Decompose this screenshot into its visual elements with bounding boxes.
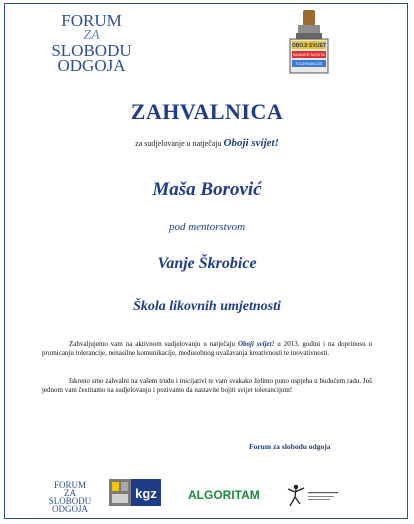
competition-name: Oboji svijet!: [223, 137, 279, 149]
sponsor-forum-line-4: ODGOJA: [52, 504, 88, 514]
body-paragraph-1: [42, 340, 372, 358]
certificate-subtitle: [0, 137, 414, 149]
logo-line-odgoja: ODGOJA: [57, 56, 126, 75]
logo-line-za: ZA: [83, 28, 100, 43]
p1-competition: Oboji svijet!: [237, 340, 275, 348]
subtitle-prefix: za sudjelovanje u natječaju: [135, 139, 222, 148]
sponsor-forum-logo: [44, 480, 96, 514]
forum-logo: [44, 11, 139, 75]
logo-line-forum: FORUM: [61, 11, 122, 30]
school-name: Škola likovnih umjetnosti: [133, 299, 281, 314]
algoritam-logo: ALGORITAM: [188, 488, 260, 502]
brush-logo-line-2: BANNER MOSTA: [293, 52, 325, 57]
sponsor-forum-line-3: SLOBODU: [48, 496, 92, 506]
brush-logo-line-1: OBOJI SVIJET: [291, 43, 327, 49]
sponsor-forum-line-1: FORUM: [53, 480, 86, 490]
body-paragraph-2: [42, 377, 372, 395]
paintbrush-logo-icon: [284, 10, 334, 78]
p2-text: Iskreno smo zahvalni na vašem trudu i inicijativi te vam svakako želimo puno uspjeha u budućem radu. Još jednom vam čestitamo na sudjelovanju i pozivamo da nastavite bojiti svijet tolerancijom!: [42, 377, 372, 394]
logo-line-slobodu: SLOBODU: [51, 41, 132, 60]
kgz-label: kgz: [135, 486, 157, 501]
recipient-name: Maša Borović: [152, 179, 262, 200]
kgz-logo-icon: [109, 479, 161, 506]
mentor-name: Vanje Škrobice: [157, 255, 257, 272]
certificate-title: ZAHVALNICA: [130, 99, 284, 124]
sponsor-forum-line-2: ZA: [64, 488, 76, 498]
dancer-logo-icon: [282, 482, 342, 508]
brush-logo-line-3: TOLERANCIJE: [295, 61, 323, 66]
p1-after: u 2013. godini i na doprinosu u promicanju tolerancije, nenasilne komunikacije, međusobnog uvažavanja kreativnosti te inovativnosti.: [42, 340, 372, 357]
mentor-label: pod mentorstvom: [168, 221, 246, 233]
p1-before: Zahvaljujemo vam na aktivnom sudjelovanju u natječaju: [69, 340, 236, 348]
signature: Forum za slobodu odgoja: [249, 442, 331, 451]
